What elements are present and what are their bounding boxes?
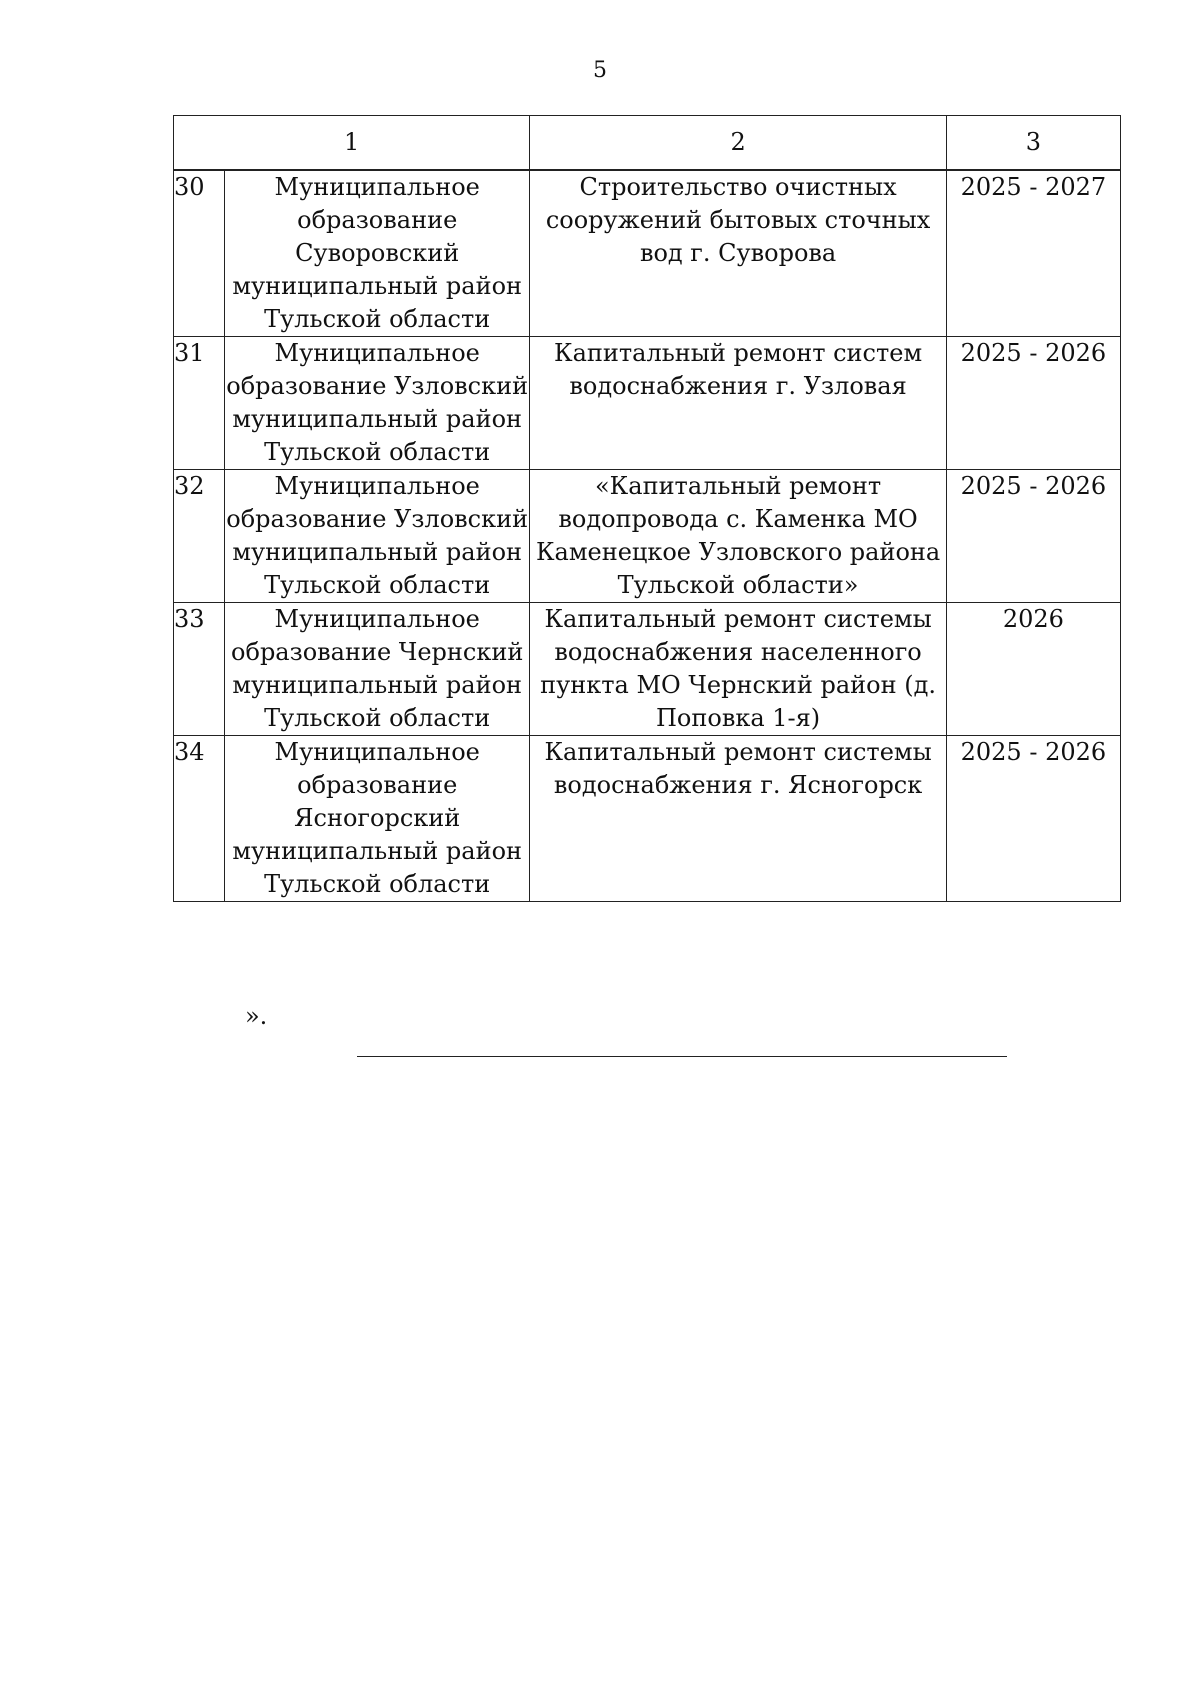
- object-cell: Капитальный ремонт системы водоснабжения населенного пункта МО Чернский район (д. Поповка 1-я): [530, 603, 946, 736]
- row-number: 32: [174, 470, 225, 603]
- end-of-document-rule: [357, 1056, 1007, 1057]
- years-cell: 2025 - 2027: [946, 170, 1120, 337]
- object-cell: Капитальный ремонт системы водоснабжения г. Ясногорск: [530, 736, 946, 902]
- municipality-cell: Муниципальное образование Узловский муниципальный район Тульской области: [225, 337, 530, 470]
- years-cell: 2025 - 2026: [946, 337, 1120, 470]
- row-number: 34: [174, 736, 225, 902]
- page-number: 5: [593, 58, 607, 83]
- table-row: [174, 170, 1121, 337]
- closing-quote-mark: ».: [245, 1002, 268, 1030]
- table-header-row: [174, 116, 1121, 171]
- table-row: [174, 736, 1121, 902]
- document-table: [173, 115, 1121, 902]
- object-cell: Строительство очистных сооружений бытовых сточных вод г. Суворова: [530, 170, 946, 337]
- table-row: [174, 470, 1121, 603]
- header-cell-2: 2: [530, 116, 946, 171]
- header-cell-1: 1: [174, 116, 530, 171]
- row-number: 30: [174, 170, 225, 337]
- years-cell: 2026: [946, 603, 1120, 736]
- object-cell: Капитальный ремонт систем водоснабжения г. Узловая: [530, 337, 946, 470]
- municipality-cell: Муниципальное образование Суворовский муниципальный район Тульской области: [225, 170, 530, 337]
- header-cell-3: 3: [946, 116, 1120, 171]
- row-number: 31: [174, 337, 225, 470]
- table-row: [174, 337, 1121, 470]
- years-cell: 2025 - 2026: [946, 470, 1120, 603]
- municipality-cell: Муниципальное образование Чернский муниципальный район Тульской области: [225, 603, 530, 736]
- object-cell: «Капитальный ремонт водопровода с. Каменка МО Каменецкое Узловского района Тульской области»: [530, 470, 946, 603]
- table-row: [174, 603, 1121, 736]
- years-cell: 2025 - 2026: [946, 736, 1120, 902]
- row-number: 33: [174, 603, 225, 736]
- municipality-cell: Муниципальное образование Узловский муниципальный район Тульской области: [225, 470, 530, 603]
- municipality-cell: Муниципальное образование Ясногорский муниципальный район Тульской области: [225, 736, 530, 902]
